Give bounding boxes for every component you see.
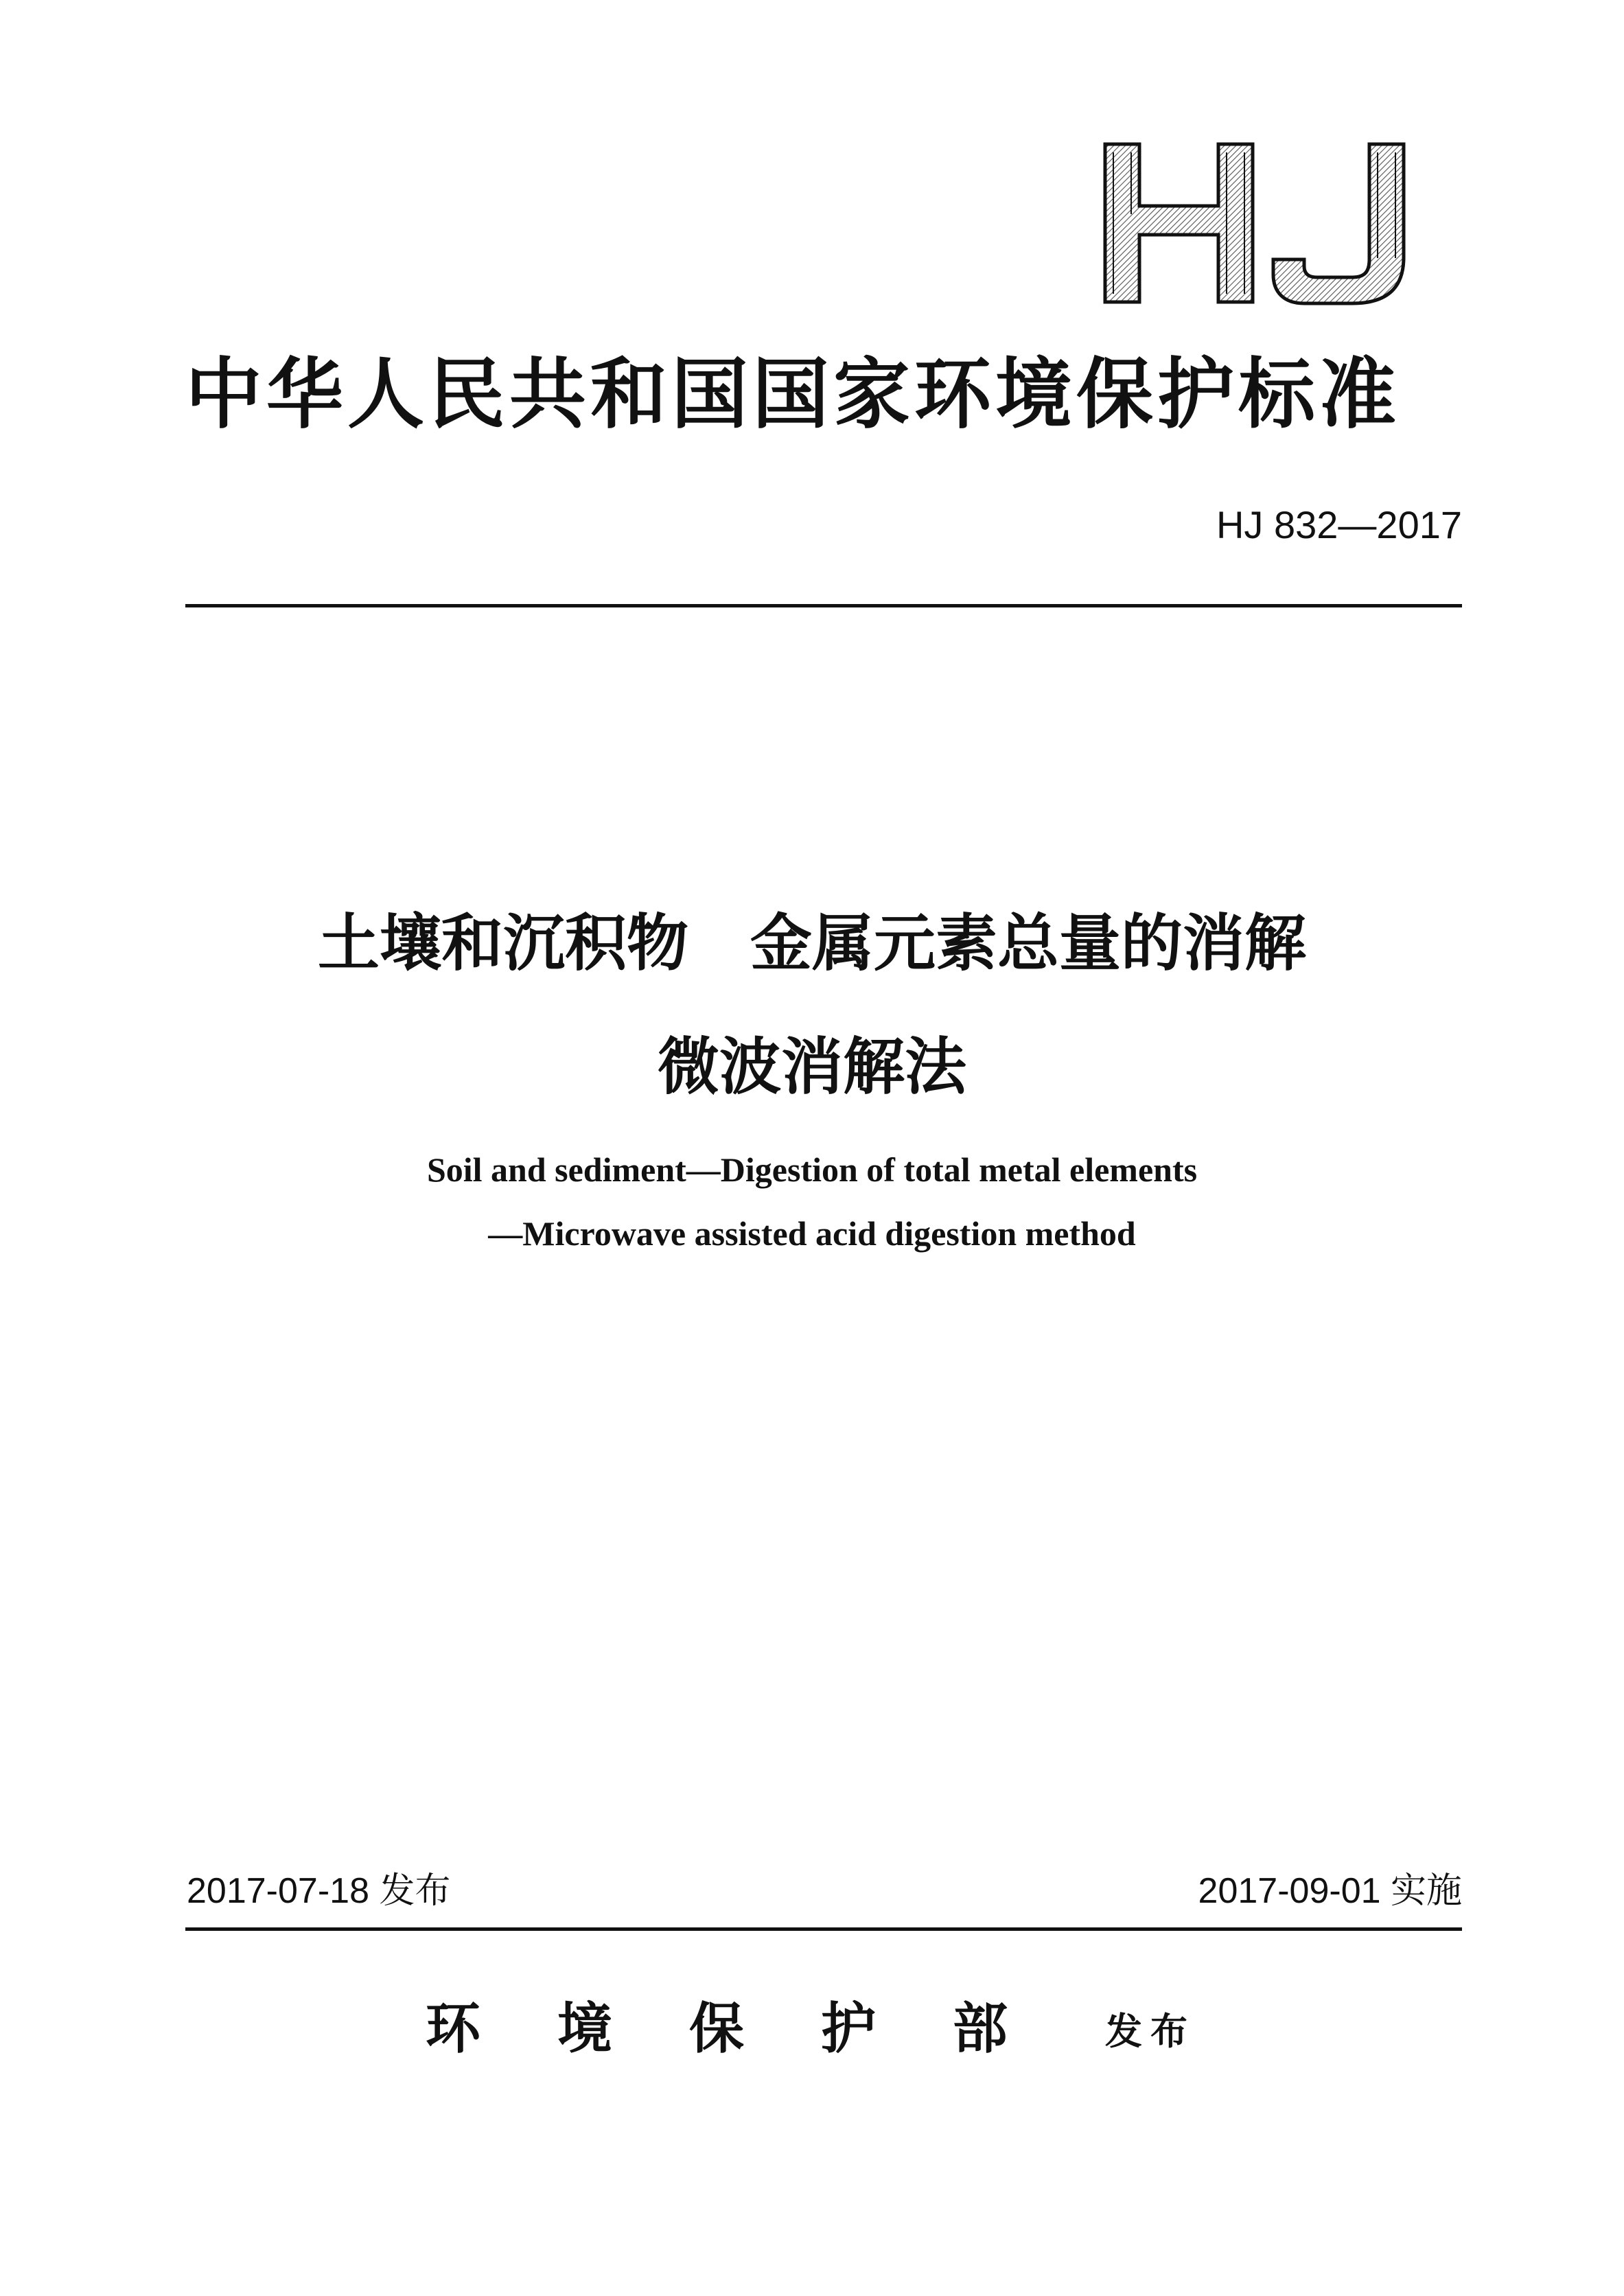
title-cn-line2: 微波消解法 bbox=[658, 1031, 966, 1103]
title-en-line2: —Microwave assisted acid digestion method bbox=[488, 1214, 1136, 1253]
title-en-line1: Soil and sediment—Digestion of total metal elements bbox=[426, 1150, 1198, 1189]
standard-number: HJ 832—2017 bbox=[1216, 503, 1462, 546]
bottom-divider bbox=[185, 1927, 1462, 1931]
hj-logo-icon bbox=[1098, 137, 1421, 309]
standard-title: 中华人民共和国国家环境保护标准 bbox=[185, 349, 1400, 439]
implementation-date: 2017-09-01 实施 bbox=[1198, 1871, 1462, 1911]
publisher bbox=[426, 1991, 1215, 2066]
top-divider bbox=[185, 604, 1462, 607]
hj-logo bbox=[1098, 137, 1421, 309]
publisher-suffix: 发布 bbox=[1105, 2009, 1196, 2053]
title-cn-line1: 土壤和沉积物 金属元素总量的消解 bbox=[318, 907, 1306, 979]
issue-date: 2017-07-18 发布 bbox=[187, 1871, 451, 1911]
publisher-org: 环境保护部 bbox=[426, 1996, 1084, 2061]
